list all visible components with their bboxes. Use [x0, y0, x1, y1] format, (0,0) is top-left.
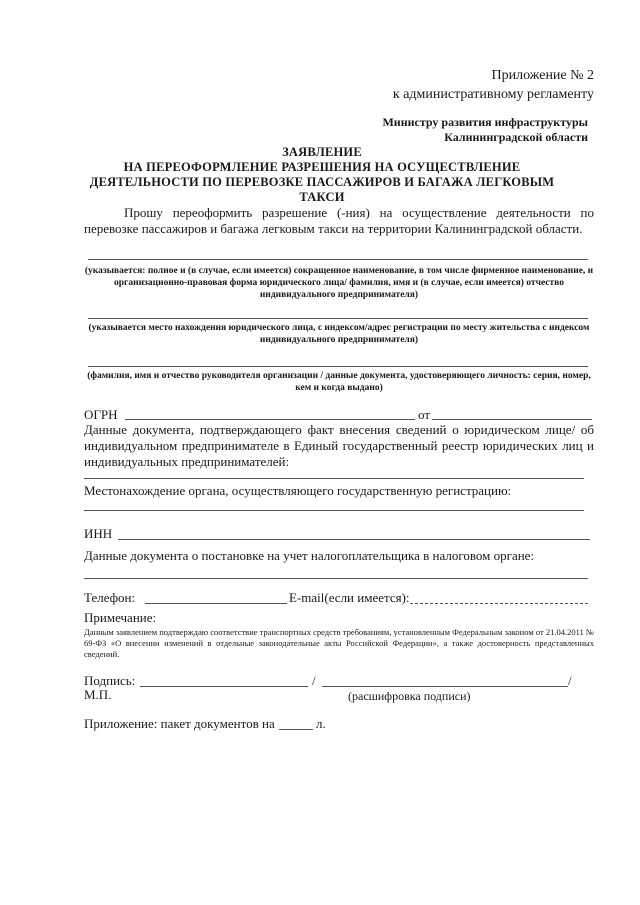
phone-field[interactable]	[145, 603, 287, 604]
ogrn-date-field[interactable]	[432, 419, 592, 420]
appendix-number: Приложение № 2	[491, 68, 594, 83]
applicant-name-caption: (указывается: полное и (в случае, если имеется) сокращенное наименование, в том числе фирменное наименование, и организационно-правовая форма юридического лица/ фамилия, имя и (в случае, если имеется) отчество индивидуального предпринимателя)	[84, 266, 594, 300]
seal-label: М.П.	[84, 687, 112, 702]
inn-field[interactable]	[118, 539, 590, 540]
note-label: Примечание:	[84, 610, 157, 625]
addressee-line-2: Калининградской области	[444, 130, 588, 144]
ogrn-from-label: от	[418, 407, 431, 422]
address-field[interactable]	[88, 318, 588, 319]
head-person-caption: (фамилия, имя и отчество руководителя организации / данные документа, удостоверяющего личность: серия, номер, кем и когда выдано)	[87, 371, 591, 393]
ogrn-document-field[interactable]	[84, 478, 584, 479]
request-paragraph: Прошу переоформить разрешение (-ния) на осуществление деятельности по перевозке пассажиров и багажа легковым такси на территории Калининградской области.	[84, 205, 594, 236]
note-text: Данным заявлением подтверждаю соответствие транспортных средств требованиям, установленным Федеральным законом от 21.04.2011 № 69-ФЗ «О внесении изменений в отдельные законодательные акты Российской Федерации», а также достоверность представленных сведений.	[84, 627, 594, 659]
document-title-line-3: ДЕЯТЕЛЬНОСТИ ПО ПЕРЕВОЗКЕ ПАССАЖИРОВ И БАГАЖА ЛЕГКОВЫМ	[89, 175, 555, 189]
email-field[interactable]	[410, 603, 588, 604]
document-title-line-4: ТАКСИ	[299, 190, 345, 204]
inn-label: ИНН	[84, 526, 113, 541]
attachment-pages-field[interactable]	[279, 729, 313, 730]
document-title-line-2: НА ПЕРЕОФОРМЛЕНИЕ РАЗРЕШЕНИЯ НА ОСУЩЕСТВЛЕНИЕ	[123, 160, 521, 174]
appendix-reference: к административному регламенту	[392, 87, 594, 102]
tax-registration-field[interactable]	[84, 578, 588, 579]
registration-field[interactable]	[84, 510, 584, 511]
head-person-field[interactable]	[88, 366, 588, 367]
signature-decode-caption: (расшифровка подписи)	[348, 689, 471, 703]
attachment-label: Приложение: пакет документов на	[84, 716, 275, 731]
document-title: ЗАЯВЛЕНИЕ	[282, 145, 362, 159]
address-caption: (указывается место нахождения юридического лица, с индексом/адрес регистрации по месту жительства с индексом индивидуального предпринимателя)	[88, 323, 590, 345]
signature-decode-field[interactable]	[322, 686, 568, 687]
signature-slash-end: /	[568, 673, 572, 688]
signature-slash: /	[312, 673, 316, 688]
ogrn-document-text: Данные документа, подтверждающего факт внесения сведений о юридическом лице/ об индивидуальном предпринимателе в Единый государственный реестр юридических лиц и индивидуальных предпринимателей:	[84, 422, 594, 469]
ogrn-field[interactable]	[125, 419, 415, 420]
tax-registration-label: Данные документа о постановке на учет налогоплательщика в налоговом органе:	[84, 548, 535, 563]
phone-label: Телефон:	[84, 590, 136, 605]
signature-field[interactable]	[140, 686, 308, 687]
email-label: E-mail(если имеется):	[289, 590, 410, 605]
signature-label: Подпись:	[84, 673, 136, 688]
applicant-name-field[interactable]	[88, 259, 588, 260]
addressee-line-1: Министру развития инфраструктуры	[382, 115, 588, 129]
ogrn-label: ОГРН	[84, 407, 118, 422]
attachment-suffix: л.	[316, 716, 326, 731]
registration-label: Местонахождение органа, осуществляющего государственную регистрацию:	[84, 483, 512, 498]
